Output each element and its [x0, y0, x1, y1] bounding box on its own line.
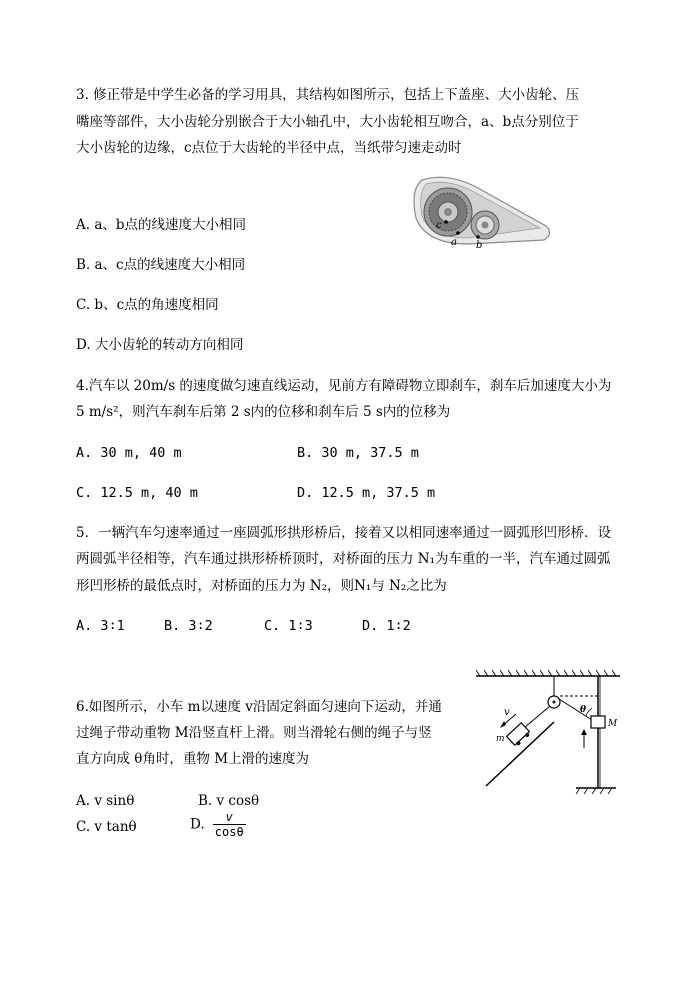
q5-option-a: A. 3∶1: [76, 618, 125, 634]
fig-label-v: v: [504, 707, 510, 718]
q5-line-1: 5．一辆汽车匀速率通过一座圆弧形拱形桥后，接着又以相同速率通过一圆弧形凹形桥．设: [76, 525, 612, 541]
q5-line-3: 形凹形桥的最低点时，对桥面的压力为 N₂，则N₁与 N₂之比为: [76, 578, 447, 594]
q6-line-1: 6.如图所示，小车 m以速度 v沿固定斜面匀速向下运动，并通: [76, 699, 442, 715]
q4-option-c: C. 12.5 m, 40 m: [76, 485, 198, 501]
q6-option-d: [190, 810, 246, 839]
q3-line-3: 大小齿轮的边缘，c点位于大齿轮的半径中点，当纸带匀速走动时: [76, 140, 462, 156]
q6-line-2: 过绳子带动重物 M沿竖直杆上滑。则当滑轮右侧的绳子与竖: [76, 725, 432, 741]
pulley-incline-figure: [474, 668, 624, 798]
q5-option-b: B. 3∶2: [164, 618, 213, 634]
q6-option-b: B. v cosθ: [198, 793, 260, 809]
q3-line-2: 嘴座等部件，大小齿轮分别嵌合于大小轴孔中，大小齿轮相互吻合，a、b点分别位于: [76, 114, 579, 130]
fig-label-b: b: [476, 240, 483, 250]
q6-option-d-label: D.: [190, 816, 205, 833]
fig-label-a: a: [451, 237, 457, 248]
q5-option-d: D. 1∶2: [362, 618, 411, 634]
q6-option-a: A. v sinθ: [76, 793, 135, 809]
q3-option-d: D. 大小齿轮的转动方向相同: [76, 337, 244, 353]
fraction: [213, 810, 246, 839]
fig-label-c: c: [436, 220, 442, 231]
q4-option-d: D. 12.5 m, 37.5 m: [297, 485, 436, 501]
q4-option-a: A. 30 m, 40 m: [76, 445, 182, 461]
q6-option-c: C. v tanθ: [76, 819, 137, 835]
fraction-numerator: v: [213, 810, 246, 825]
q6-line-3: 直方向成 θ角时，重物 M上滑的速度为: [76, 751, 310, 767]
fig-label-big-m: M: [608, 719, 618, 729]
q4-line-1: 4.汽车以 20m/s 的速度做匀速直线运动，见前方有障碍物立即刹车，刹车后加速度大小为: [76, 378, 612, 394]
fraction-denominator: cosθ: [214, 825, 244, 839]
q5-line-2: 两圆弧半径相等，汽车通过拱形桥桥顶时，对桥面的压力 N₁为车重的一半，汽车通过圆弧: [76, 551, 611, 567]
q5-option-c: C. 1∶3: [264, 618, 313, 634]
q3-option-c: C. b、c点的角速度相同: [76, 297, 219, 313]
q4-line-2: 5 m/s²，则汽车刹车后第 2 s内的位移和刹车后 5 s内的位移为: [76, 404, 451, 420]
fig-label-m: m: [496, 734, 505, 744]
correction-tape-figure: [408, 170, 558, 250]
fig-label-theta: θ: [580, 705, 587, 715]
q3-line-1: 3. 修正带是中学生必备的学习用具，其结构如图所示，包括上下盖座、大小齿轮、压: [76, 87, 580, 103]
q3-option-b: B. a、c点的线速度大小相同: [76, 257, 246, 273]
q3-option-a: A. a、b点的线速度大小相同: [76, 217, 247, 233]
q4-option-b: B. 30 m, 37.5 m: [297, 445, 419, 461]
